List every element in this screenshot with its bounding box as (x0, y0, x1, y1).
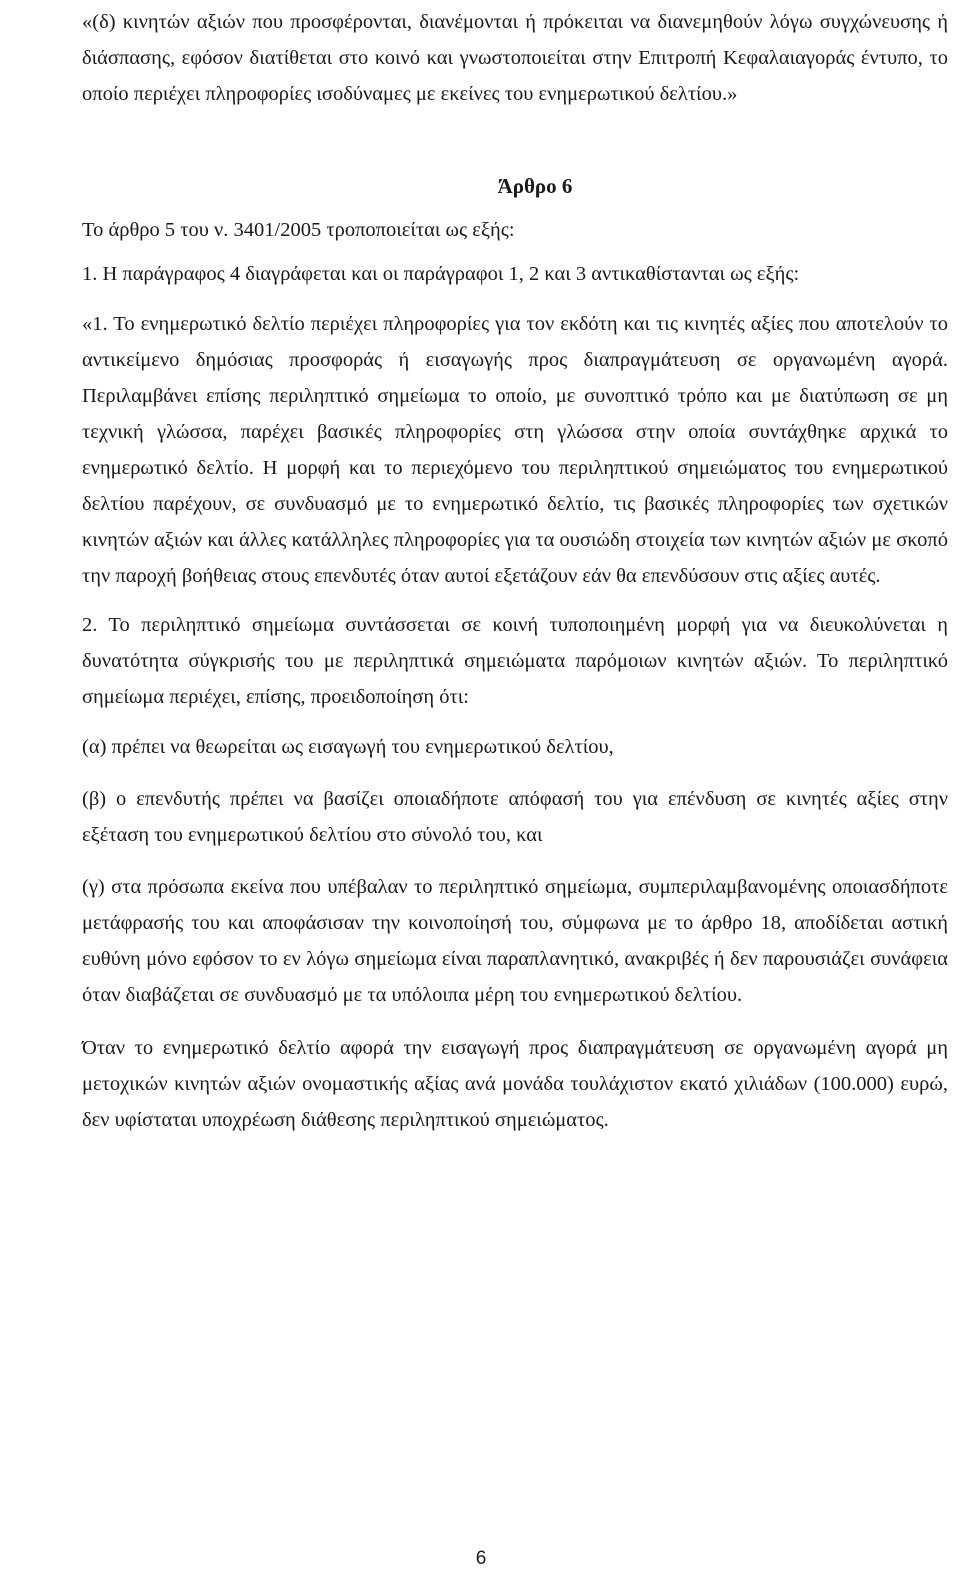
paragraph-d: «(δ) κινητών αξιών που προσφέρονται, διανέμονται ή πρόκειται να διανεμηθούν λόγω συγχώνευσης ή διάσπασης, εφόσον διατίθεται στο κοινό και γνωστοποιείται στην Επιτροπή Κεφαλαιαγοράς έντυπο, το οποίο περιέχει πληροφορίες ισοδύναμες με εκείνες του ενημερωτικού δελτίου.» (82, 11, 948, 105)
page-number: 6 (475, 1548, 487, 1569)
document-page (82, 0, 948, 1138)
article-intro: Το άρθρο 5 του ν. 3401/2005 τροποποιείται ως εξής: (82, 219, 515, 241)
item-b: (β) ο επενδυτής πρέπει να βασίζει οποιαδήποτε απόφασή του για επένδυση σε κινητές αξίες στην εξέταση του ενημερωτικού δελτίου στο σύνολό του, και (82, 788, 948, 846)
item-2: 2. Το περιληπτικό σημείωμα συντάσσεται σε κοινή τυποποιημένη μορφή για να διευκολύνεται η δυνατότητα σύγκρισής του με περιληπτικά σημειώματα παρόμοιων κινητών αξιών. Το περιληπτικό σημείωμα περιέχει, επίσης, προειδοποίηση ότι: (82, 614, 948, 708)
article-heading: Άρθρο 6 (497, 174, 573, 198)
item-a: (α) πρέπει να θεωρείται ως εισαγωγή του ενημερωτικού δελτίου, (82, 736, 614, 758)
item-1: 1. Η παράγραφος 4 διαγράφεται και οι παράγραφοι 1, 2 και 3 αντικαθίστανται ως εξής: (82, 263, 800, 285)
item-g: (γ) στα πρόσωπα εκείνα που υπέβαλαν το περιληπτικό σημείωμα, συμπεριλαμβανομένης οποιασδήποτε μετάφρασής του και αποφάσισαν την κοινοποίησή του, σύμφωνα με το άρθρο 18, αποδίδεται αστική ευθύνη μόνο εφόσον το εν λόγω σημείωμα είναι παραπλανητικό, ανακριβές ή δεν παρουσιάζει συνάφεια όταν διαβάζεται σε συνδυασμό με τα υπόλοιπα μέρη του ενημερωτικού δελτίου. (82, 876, 948, 1006)
final-paragraph: Όταν το ενημερωτικό δελτίο αφορά την εισαγωγή προς διαπραγμάτευση σε οργανωμένη αγορά μη μετοχικών κινητών αξιών ονομαστικής αξίας ανά μονάδα τουλάχιστον εκατό χιλιάδων (100.000) ευρώ, δεν υφίσταται υποχρέωση διάθεσης περιληπτικού σημειώματος. (82, 1037, 948, 1131)
quoted-paragraph-1: «1. Το ενημερωτικό δελτίο περιέχει πληροφορίες για τον εκδότη και τις κινητές αξίες που αποτελούν το αντικείμενο δημόσιας προσφοράς ή εισαγωγής προς διαπραγμάτευση σε οργανωμένη αγορά. Περιλαμβάνει επίσης περιληπτικό σημείωμα το οποίο, με συνοπτικό τρόπο και με διατύπωση σε μη τεχνική γλώσσα, παρέχει βασικές πληροφορίες στη γλώσσα στην οποία συντάχθηκε αρχικά το ενημερωτικό δελτίο. Η μορφή και το περιεχόμενο του περιληπτικού σημειώματος του ενημερωτικού δελτίου παρέχουν, σε συνδυασμό με το ενημερωτικό δελτίο, τις βασικές πληροφορίες των σχετικών κινητών αξιών και άλλες κατάλληλες πληροφορίες για τα ουσιώδη στοιχεία των κινητών αξιών με σκοπό την παροχή βοήθειας στους επενδυτές όταν αυτοί εξετάζουν εάν θα επενδύσουν στις αξίες αυτές. (82, 313, 948, 587)
